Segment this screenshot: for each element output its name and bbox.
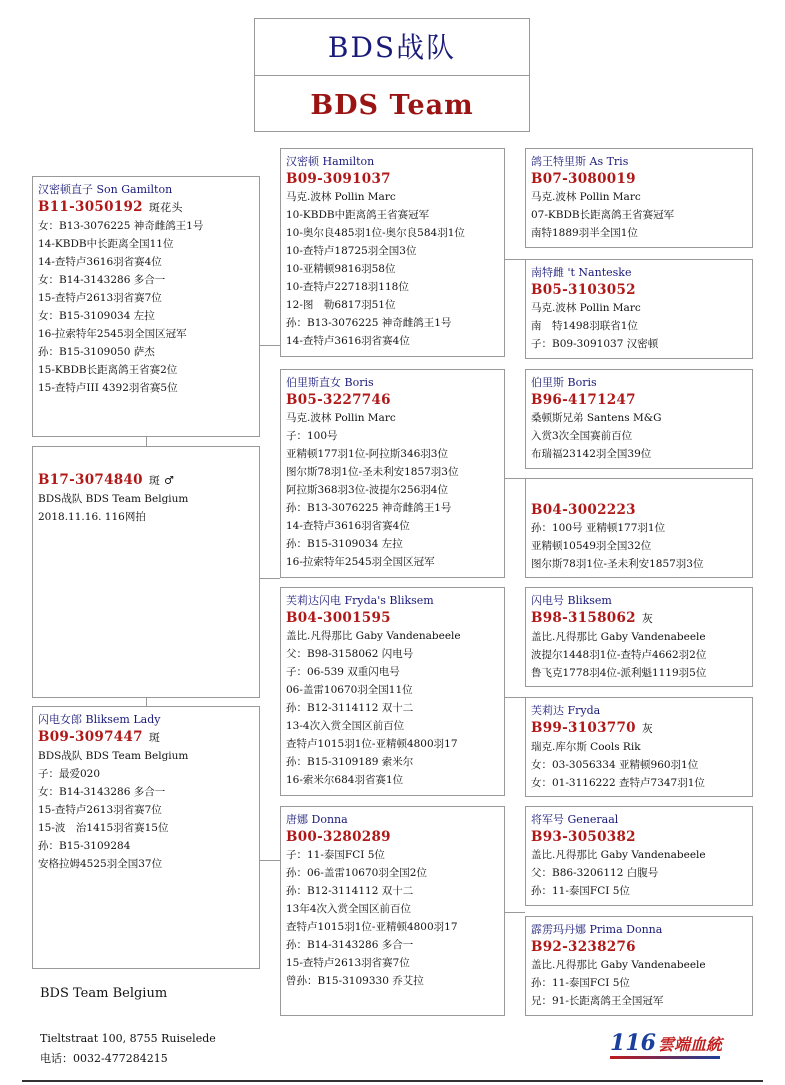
bird-color-sex: 斑 ♂ [148,474,175,487]
info-line: 14-查特卢3616羽省赛4位 [38,256,162,268]
sire-box [32,176,260,437]
info-line: 父：B86-3206112 白腹号 [531,867,659,879]
info-line: 桑顿斯兄弟 Santens M&G [531,412,662,424]
info-line: 女：03-3056334 亚精顿960羽1位 [531,759,699,771]
ring-number: B07-3080019 [531,171,636,187]
info-line: 16-拉索特年2545羽全国区冠军 [286,556,435,568]
logo-number: 116 [610,1030,656,1056]
title-en: BDS Team [310,90,474,121]
logo-text: 雲端血統 [657,1035,722,1054]
info-line: 孙：B12-3114112 双十二 [286,702,414,714]
info-line: 查特卢1015羽1位-亚精顿4800羽17 [286,738,458,750]
info-line: 孙：B14-3143286 多合一 [286,939,414,951]
info-line: 马克.波林 Pollin Marc [531,191,641,203]
info-line: 孙：B13-3076225 神奇雌鸽王1号 [286,502,452,514]
connector [505,912,525,913]
bird-name: 芙莉达 Fryda [531,704,601,717]
ring-number: B04-3002223 [531,502,636,518]
bird-name: 伯里斯 Boris [531,376,597,389]
brand-logo [610,1030,722,1058]
footer-org: BDS Team Belgium [40,986,168,1001]
info-line: 子：B09-3091037 汉密顿 [531,338,659,350]
ring-number: B05-3103052 [531,282,636,298]
bird-color: 灰 [641,612,654,625]
info-line: 2018.11.16. 116网拍 [38,511,146,523]
info-line: 10-查特卢22718羽118位 [286,281,409,293]
ring-number: B11-3050192 斑花头 [38,199,183,215]
info-line: 14-KBDB中长距离全国11位 [38,238,174,250]
info-line: 查特卢1015羽1位-亚精顿4800羽17 [286,921,458,933]
ring-number: B98-3158062 灰 [531,610,654,626]
info-line: 13年4次入赏全国区前百位 [286,903,412,915]
info-line: 马克.波林 Pollin Marc [286,412,396,424]
bird-name: 鸽王特里斯 As Tris [531,155,629,168]
ring-number: B09-3091037 [286,171,391,187]
ddd-box [525,916,753,1016]
info-line: 孙：11-泰国FCI 5位 [531,885,630,897]
info-line: 10-奥尔良485羽1位-奥尔良584羽1位 [286,227,465,239]
info-line: 子：11-泰国FCI 5位 [286,849,385,861]
info-line: 瑞克.库尔斯 Cools Rik [531,741,641,753]
info-line: 14-查特卢3616羽省赛4位 [286,520,410,532]
bird-name: 汉密顿 Hamilton [286,155,375,168]
info-line: 安格拉姆4525羽全国37位 [38,858,163,870]
info-line: 盖比.凡得那比 Gaby Vandenabeele [531,959,706,971]
info-line: 13-4次入赏全国区前百位 [286,720,405,732]
info-line: 盖比.凡得那比 Gaby Vandenabeele [531,849,706,861]
connector [260,860,280,861]
info-line: 孙：B12-3114112 双十二 [286,885,414,897]
info-line: 亚精顿177羽1位-阿拉斯346羽3位 [286,448,448,460]
info-line: 女：B14-3143286 多合一 [38,786,166,798]
info-line: 鲁飞克1778羽4位-派利魁1119羽5位 [531,667,707,679]
info-line: 子：100号 [286,430,338,442]
info-line: 盖比.凡得那比 Gaby Vandenabeele [531,631,706,643]
info-line: 马克.波林 Pollin Marc [286,191,396,203]
bird-name: 将军号 Generaal [531,813,619,826]
info-line: 入赏3次全国赛前百位 [531,430,633,442]
sss-box [525,148,753,248]
bird-name: 霹雳玛丹娜 Prima Donna [531,923,663,936]
info-line: 10-KBDB中距离鸽王省赛冠军 [286,209,430,221]
info-line: 15-波 治1415羽省赛15位 [38,822,169,834]
info-line: 15-查特卢2613羽省赛7位 [38,804,162,816]
connector [260,345,280,346]
connector [146,437,147,446]
info-line: 孙：B15-3109189 索米尔 [286,756,414,768]
bird-name: 唐娜 Donna [286,813,348,826]
info-line: 亚精顿10549羽全国32位 [531,540,652,552]
info-line: 图尔斯78羽1位-圣未利安1857羽3位 [531,558,704,570]
bottom-rule [22,1080,763,1082]
ring-number: B99-3103770 灰 [531,720,654,736]
info-line: 女：B13-3076225 神奇雌鸽王1号 [38,220,204,232]
info-line: 10-亚精顿9816羽58位 [286,263,396,275]
info-line: 子：最爱020 [38,768,101,780]
subject-box [32,446,260,698]
ring-number: B05-3227746 [286,392,391,408]
ring-number: B96-4171247 [531,392,636,408]
info-line: 孙：B15-3109034 左拉 [286,538,403,550]
bird-color: 斑花头 [148,201,183,214]
bird-color: 斑 [148,731,161,744]
bird-name: 闪电号 Bliksem [531,594,612,607]
info-line: 15-KBDB长距离鸽王省赛2位 [38,364,178,376]
connector [260,578,280,579]
info-line: 孙：B15-3109050 萨杰 [38,346,155,358]
logo-underline [610,1056,720,1059]
bird-name: 伯里斯直女 Boris [286,376,374,389]
info-line: 06-盖雷10670羽全国11位 [286,684,413,696]
info-line: 马克.波林 Pollin Marc [531,302,641,314]
bird-color: 灰 [641,722,654,735]
info-line: 兄：91-长距离鸽王全国冠军 [531,995,664,1007]
bird-name: 汉密顿直子 Son Gamilton [38,183,173,196]
ring-number: B17-3074840 斑 ♂ [38,472,175,488]
info-line: 15-查特卢III 4392羽省赛5位 [38,382,178,394]
info-line: 盖比.凡得那比 Gaby Vandenabeele [286,630,461,642]
info-line: 波提尔1448羽1位-查特卢4662羽2位 [531,649,707,661]
connector [146,698,147,706]
dds-box [525,806,753,906]
info-line: 女：B14-3143286 多合一 [38,274,166,286]
info-line: 14-查特卢3616羽省赛4位 [286,335,410,347]
dsd-box [525,697,753,797]
info-line: 曾孙：B15-3109330 乔艾拉 [286,975,424,987]
info-line: 孙：11-泰国FCI 5位 [531,977,630,989]
info-line: BDS战队 BDS Team Belgium [38,750,189,762]
dam-box [32,706,260,969]
sds-box [525,369,753,469]
ring-number: B92-3238276 [531,939,636,955]
sire-dam-box [280,369,505,578]
info-line: 12-图 勒6817羽51位 [286,299,396,311]
info-line: 布瑞福23142羽全国39位 [531,448,652,460]
info-line: 孙：06-盖雷10670羽全国2位 [286,867,427,879]
ring-number: B93-3050382 [531,829,636,845]
info-line: 父：B98-3158062 闪电号 [286,648,414,660]
info-line: 16-拉索特年2545羽全国区冠军 [38,328,187,340]
info-line: 阿拉斯368羽3位-波提尔256羽4位 [286,484,448,496]
info-line: 15-查特卢2613羽省赛7位 [38,292,162,304]
sire-sire-box [280,148,505,357]
info-line: 图尔斯78羽1位-圣未利安1857羽3位 [286,466,459,478]
title-cn: BDS战队 [255,19,529,76]
ring-number: B09-3097447 斑 [38,729,161,745]
footer-phone: 电话：0032-477284215 [40,1052,168,1065]
ssd-box [525,259,753,359]
info-line: 女：B15-3109034 左拉 [38,310,155,322]
dam-dam-box [280,806,505,1016]
info-line: 女：01-3116222 查特卢7347羽1位 [531,777,705,789]
bird-name: 南特雌 't Nanteske [531,266,632,279]
footer-address: Tieltstraat 100, 8755 Ruiselede [40,1032,216,1045]
connector [505,697,525,698]
connector [505,259,525,260]
sdd-box [525,478,753,578]
info-line: 南 特1498羽联省1位 [531,320,638,332]
dss-box [525,587,753,687]
info-line: 子：06-539 双重闪电号 [286,666,400,678]
info-line: 15-查特卢2613羽省赛7位 [286,957,410,969]
info-line: 10-查特卢18725羽全国3位 [286,245,417,257]
ring-number: B00-3280289 [286,829,391,845]
info-line: 南特1889羽半全国1位 [531,227,638,239]
info-line: 07-KBDB长距离鸽王省赛冠军 [531,209,675,221]
info-line: 孙：B13-3076225 神奇雌鸽王1号 [286,317,452,329]
ring-number: B04-3001595 [286,610,391,626]
connector [505,478,525,479]
bird-name: 闪电女郎 Bliksem Lady [38,713,161,726]
bird-name: 芙莉达闪电 Fryda's Bliksem [286,594,434,607]
info-line: BDS战队 BDS Team Belgium [38,493,189,505]
pedigree-title [254,18,530,132]
info-line: 孙：100号 亚精顿177羽1位 [531,522,666,534]
dam-sire-box [280,587,505,796]
info-line: 孙：B15-3109284 [38,840,131,852]
info-line: 16-索米尔684羽省赛1位 [286,774,404,786]
